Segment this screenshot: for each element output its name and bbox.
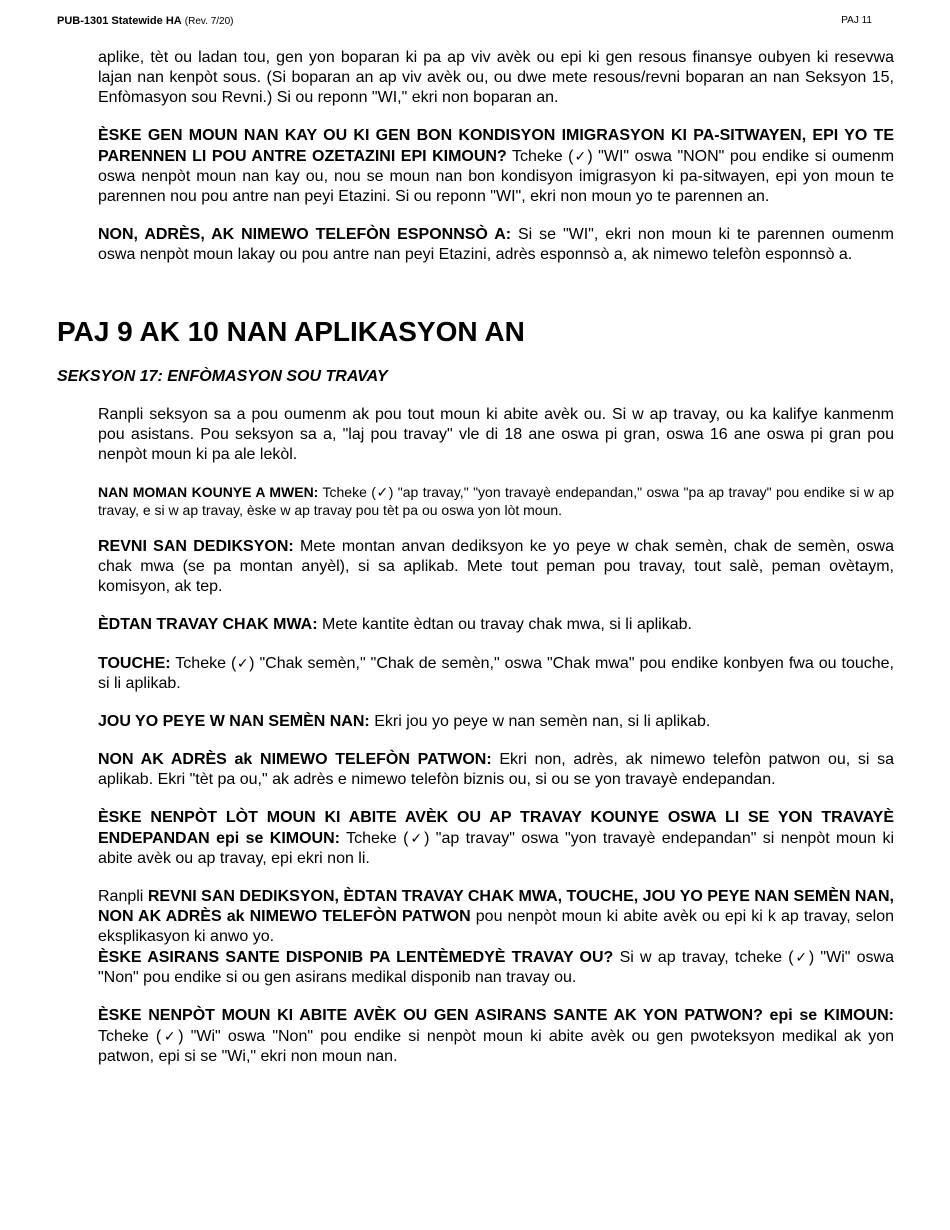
employer-paragraph xyxy=(98,750,894,790)
hours-heading: ÈDTAN TRAVAY CHAK MWA: xyxy=(98,616,318,633)
hours-text: Mete kantite èdtan ou travay chak mwa, si li aplikab. xyxy=(317,616,692,633)
paid-text-a: Tcheke ( xyxy=(170,655,237,672)
insurance-heading: ÈSKE NENPÒT MOUN KI ABITE AVÈK OU GEN ASIRANS SANTE AK YON PATWON? epi se KIMOUN: xyxy=(98,1007,894,1024)
top-content xyxy=(98,48,894,265)
check-icon: ✓ xyxy=(236,655,250,671)
paid-text-b: ) "Chak semèn," "Chak de semèn," oswa "Chak mwa" pou endike konbyen fwa ou touche, si li aplikab. xyxy=(98,655,895,692)
section-title: SEKSYON 17: ENFÒMASYON SOU TRAVAY xyxy=(57,368,388,385)
page-title: PAJ 9 AK 10 NAN APLIKASYON AN xyxy=(57,316,525,347)
payday-text: Ekri jou yo peye w nan semèn nan, si li aplikab. xyxy=(369,713,711,730)
fill-lead: Ranpli xyxy=(98,888,148,905)
current-text-a: Tcheke ( xyxy=(318,484,376,500)
fill-in-paragraph xyxy=(98,887,894,988)
section-17-content xyxy=(98,405,894,1067)
others-working-text-b: ) "ap travay" oswa "yon travayè endepandan" si nenpòt moun ki abite avèk ou ap travay, epi ekri non li. xyxy=(98,830,894,867)
check-icon: ✓ xyxy=(408,830,425,846)
sponsor-heading: NON, ADRÈS, AK NIMEWO TELEFÒN ESPONNSÒ A: xyxy=(98,226,512,243)
doc-id: PUB-1301 Statewide HA xyxy=(57,15,182,27)
gross-income-paragraph xyxy=(98,537,894,597)
others-working-text-a: Tcheke ( xyxy=(339,830,409,847)
fill-bold-2: NON AK ADRÈS ak NIMEWO TELEFÒN PATWON xyxy=(98,908,471,925)
page-number: PAJ 11 xyxy=(841,15,872,26)
insurance-paragraph xyxy=(98,1006,894,1067)
immigration-paragraph xyxy=(98,126,894,207)
intro-paragraph: aplike, tèt ou ladan tou, gen yon boparan ki pa ap viv avèk ou epi ki gen resous finansye oubyen ki resevwa lajan nan kenpòt sous. (Si boparan an ap viv avèk ou, ou dwe mete resous/revni boparan an nan Seksyon 15, Enfòmasyon sou Revni.) Si ou reponn "WI," ekri non boparan an. xyxy=(98,49,894,106)
hours-paragraph xyxy=(98,615,894,635)
fill-bold-3: ÈSKE ASIRANS SANTE DISPONIB PA LENTÈMEDYÈ TRAVAY OU? xyxy=(98,949,614,966)
immigration-text-b: ) "WI" oswa "NON" pou endike si oumenm oswa nenpòt moun nan kay ou, nou se moun nan bon kondisyon imigrasyon ki pa-sitwayen, epi yon moun te parennen nou pou antre nan peyi Etazini. Si ou reponn "WI", ekri non moun yo te parennen an. xyxy=(98,148,895,205)
insurance-text-b: ) "Wi" oswa "Non" pou endike si nenpòt moun ki abite avèk ou gen pwoteksyon medikal ak yon patwon, epi si se "Wi," ekri non moun nan. xyxy=(98,1028,894,1065)
paid-paragraph xyxy=(98,653,894,694)
page-header xyxy=(57,15,872,27)
employer-heading: NON AK ADRÈS ak NIMEWO TELEFÒN PATWON: xyxy=(98,751,492,768)
current-status-paragraph xyxy=(98,483,894,519)
immigration-text-a: Tcheke ( xyxy=(506,148,574,165)
fill-text-3b: ) "Wi" oswa "Non" pou endike si ou gen asirans medikal disponib nan travay ou. xyxy=(98,949,895,986)
employer-text: Ekri non, adrès, ak nimewo telefòn patwon ou, si sa aplikab. Ekri "tèt pa ou," ak adrès e nimewo telefòn biznis ou, si ou se yon travayè endepandan. xyxy=(98,751,895,788)
section-17-intro: Ranpli seksyon sa a pou oumenm ak pou tout moun ki abite avèk ou. Si w ap travay, ou ka kalifye kanmenm pou asistans. Pou seksyon sa a, "laj pou travay" vle di 18 ane oswa pi gran, oswa 16 ane oswa pi gran pou nenpòt moun ki pa ale lekòl. xyxy=(98,406,894,463)
insurance-text-a: Tcheke ( xyxy=(98,1028,162,1045)
gross-income-heading: REVNI SAN DEDIKSYON: xyxy=(98,538,294,555)
fill-text-2: pou nenpòt moun ki abite avèk ou epi ki k ap travay, selon eksplikasyon ki anwo yo. xyxy=(98,908,895,945)
others-working-paragraph xyxy=(98,808,894,869)
payday-paragraph xyxy=(98,712,894,732)
paid-heading: TOUCHE: xyxy=(98,655,171,672)
check-icon: ✓ xyxy=(375,484,389,500)
current-text-b: ) "ap travay," "yon travayè endepandan," oswa "pa ap travay" pou endike si w ap travay, e si w ap travay, èske w ap travay pou tèt pa ou oswa yon lòt moun. xyxy=(98,484,895,518)
check-icon: ✓ xyxy=(161,1028,179,1044)
sponsor-paragraph xyxy=(98,225,894,265)
sponsor-text: Si se "WI", ekri non moun ki te parennen oumenm oswa nenpòt moun lakay ou pou antre nan peyi Etazini, adrès esponnsò a, ak nimewo telefòn esponnsò a. xyxy=(98,226,894,263)
fill-bold-1: REVNI SAN DEDIKSYON, ÈDTAN TRAVAY CHAK MWA, TOUCHE, JOU YO PEYE NAN SEMÈN NAN, xyxy=(147,888,894,905)
gross-income-text: Mete montan anvan dediksyon ke yo peye w chak semèn, chak de semèn, oswa chak mwa (se pa montan anyèl), si sa aplikab. Mete tout peman pou travay, tout salè, peman ovètaym, komisyon, ak tep. xyxy=(98,538,894,595)
check-icon: ✓ xyxy=(793,949,809,965)
immigration-question: ÈSKE GEN MOUN NAN KAY OU KI GEN BON KONDISYON IMIGRASYON KI PA-SITWAYEN, EPI YO TE PARENNEN LI POU ANTRE OZETAZINI EPI KIMOUN? xyxy=(98,127,894,165)
others-working-heading: ÈSKE NENPÒT LÒT MOUN KI ABITE AVÈK OU AP TRAVAY KOUNYE OSWA LI SE YON TRAVAYÈ ENDEPANDAN epi se KIMOUN: xyxy=(98,809,894,847)
current-status-heading: NAN MOMAN KOUNYE A MWEN: xyxy=(98,484,319,500)
payday-heading: JOU YO PEYE W NAN SEMÈN NAN: xyxy=(98,713,370,730)
doc-revision: (Rev. 7/20) xyxy=(184,16,234,27)
fill-text-3a: Si w ap travay, tcheke ( xyxy=(613,949,794,966)
check-icon: ✓ xyxy=(573,148,588,164)
